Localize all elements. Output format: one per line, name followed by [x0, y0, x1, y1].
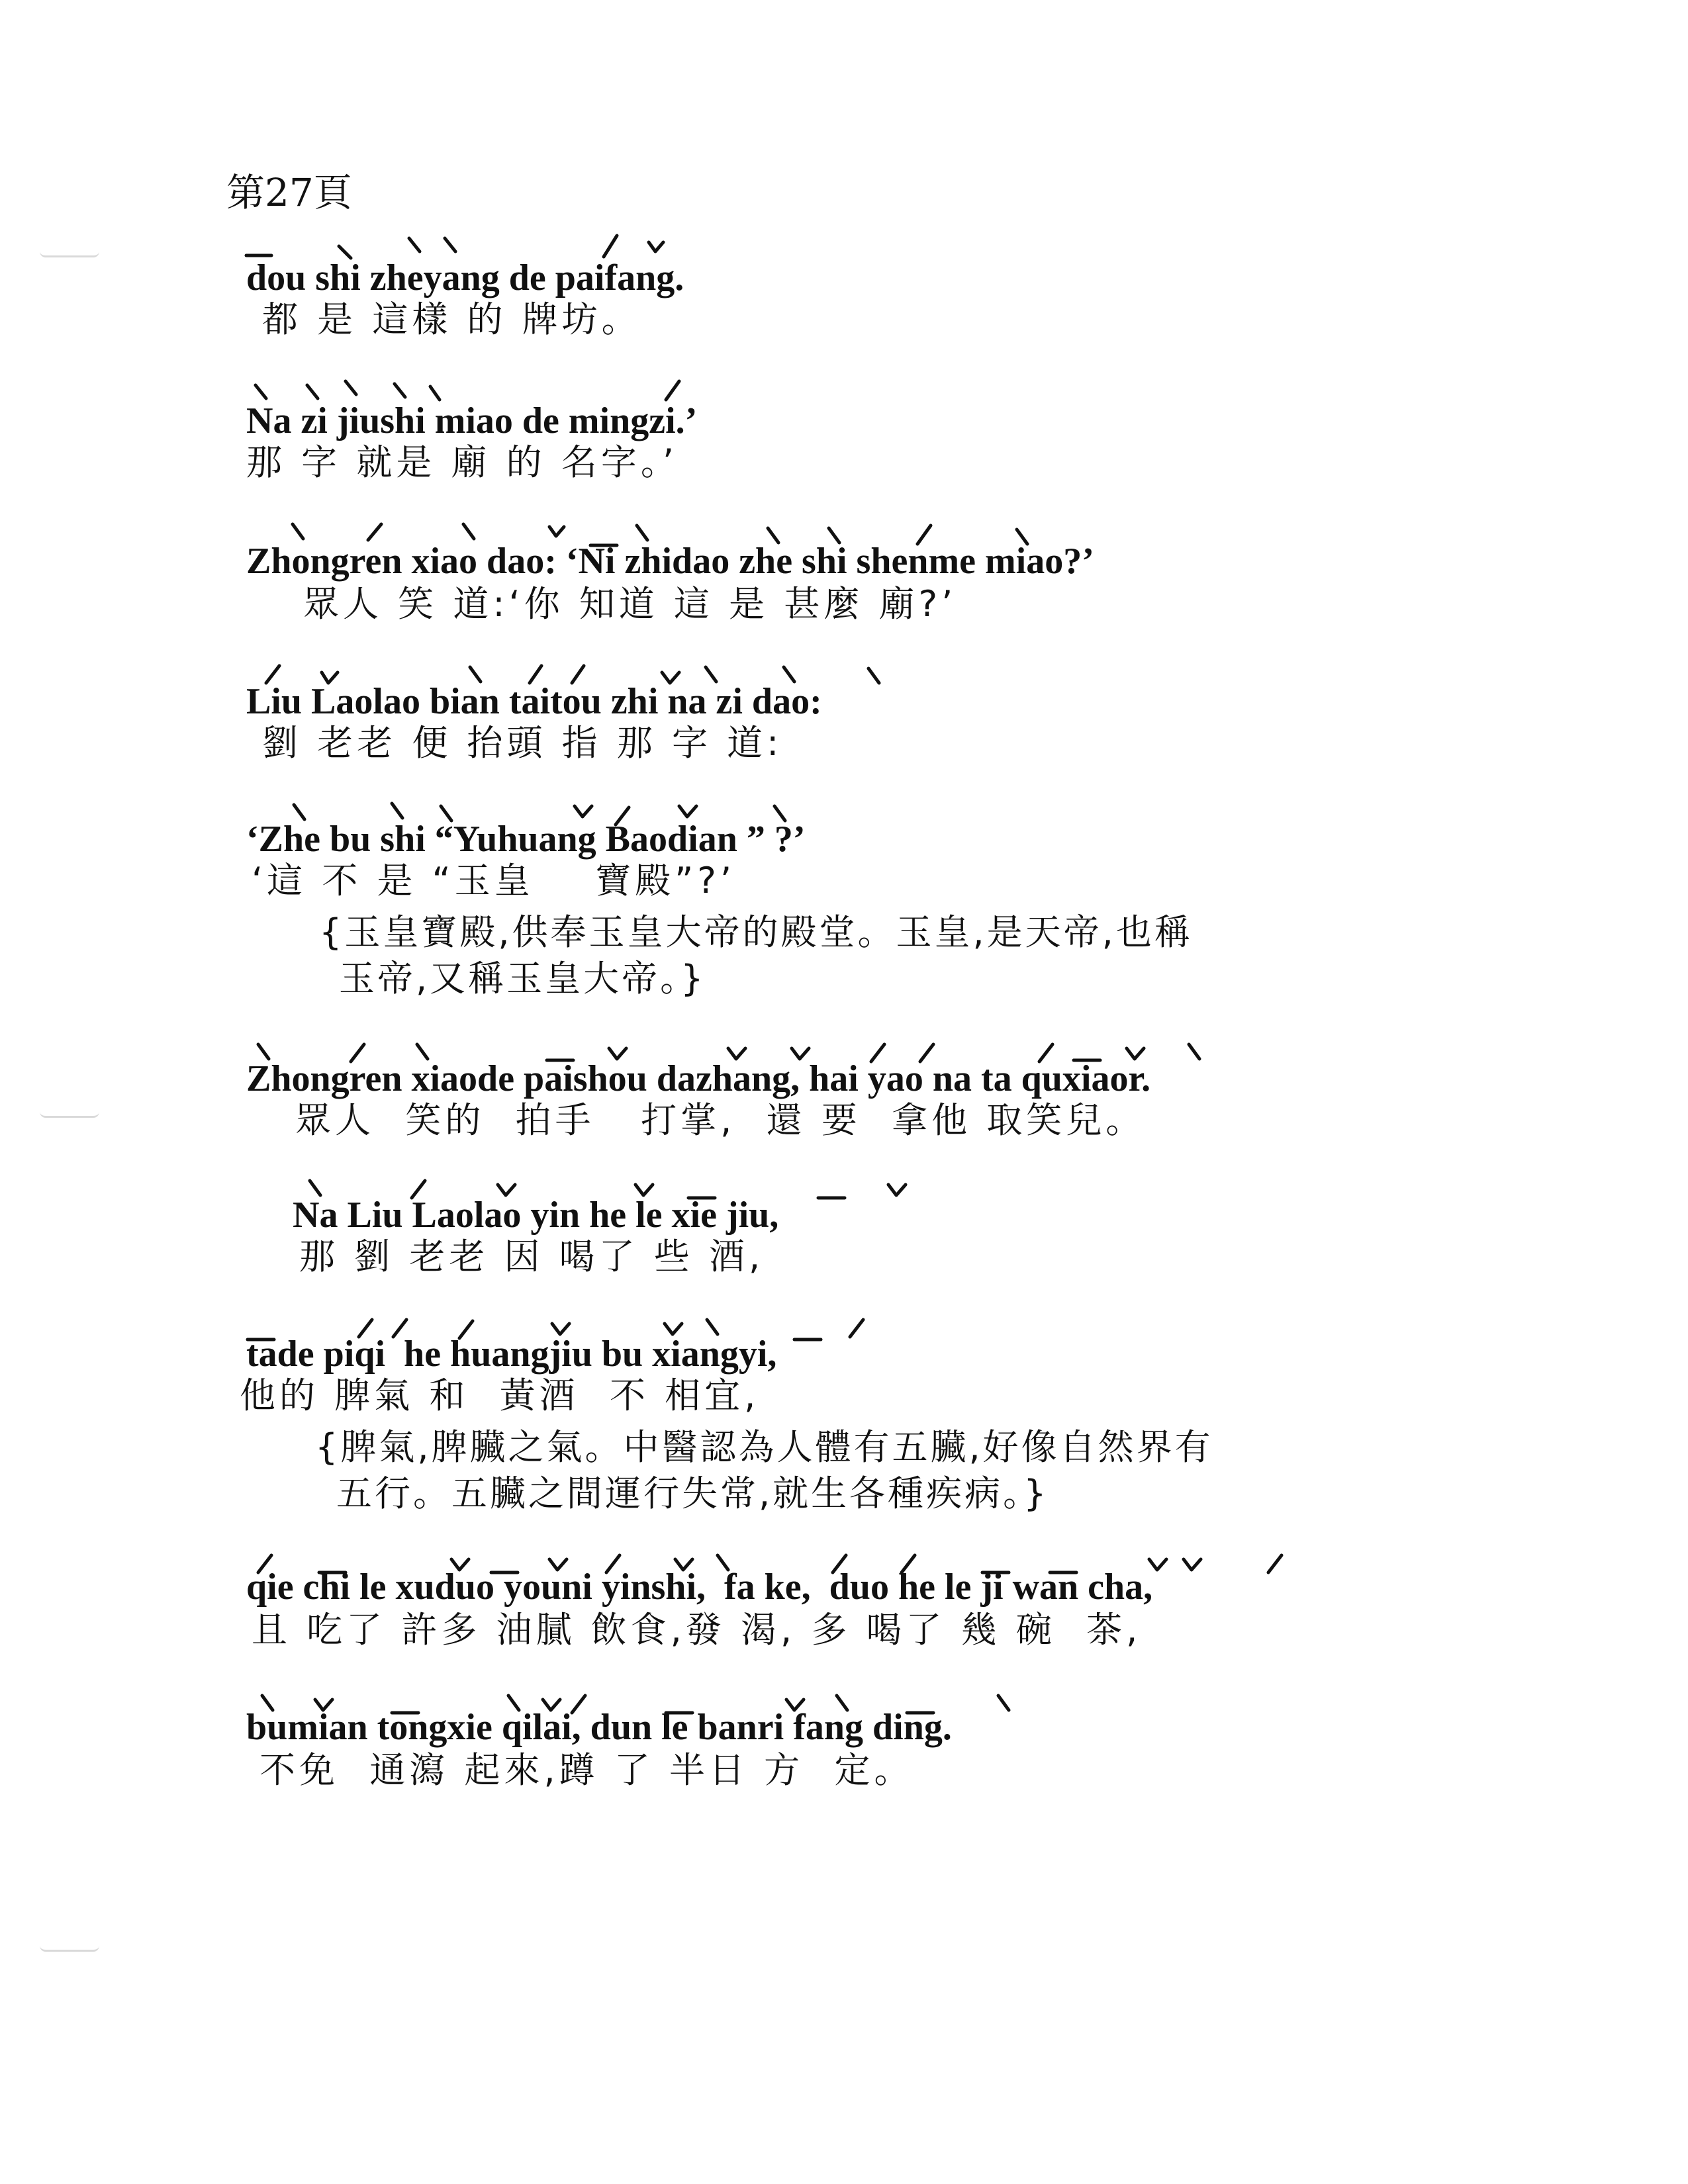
pinyin-line: Na zi jiushi miao de mingzi.’	[246, 400, 698, 441]
hanzi-line: 那 字 就是 廟 的 名字。’	[246, 441, 678, 483]
punch-hole-mark	[40, 1112, 99, 1118]
annotation-note-line: 五行。五臟之間運行失常,就生各種疾病。}	[336, 1473, 1049, 1514]
annotation-note-line: {玉皇寶殿,供奉玉皇大帝的殿堂。玉皇,是天帝,也稱	[319, 911, 1193, 953]
hanzi-line: 眾人 笑的 拍手 打掌, 還 要 拿他 取笑兒。	[295, 1099, 1146, 1141]
hanzi-line: 他的 脾氣 和 黃酒 不 相宜,	[240, 1375, 760, 1416]
page-number-heading: 第27頁	[226, 170, 352, 215]
pinyin-line: Zhongren xiao dao: ‘Ni zhidao zhe shi shenme miao?’	[246, 541, 1094, 582]
pinyin-line: dou shi zheyang de paifang.	[246, 257, 684, 298]
pinyin-line: qie chi le xuduo youni yinshi, fa ke, duo he le ji wan cha,	[246, 1567, 1153, 1608]
annotation-note-line: 玉帝,又稱玉皇大帝。}	[339, 958, 706, 999]
pinyin-line: tade piqi he huangjiu bu xiangyi,	[246, 1334, 777, 1375]
hanzi-line: ‘這 不 是 “玉皇 寶殿”?’	[252, 860, 736, 901]
pinyin-line: bumian tongxie qilai, dun le banri fang ding.	[246, 1707, 952, 1748]
punch-hole-mark	[40, 251, 99, 257]
pinyin-line: Zhongren xiaode paishou dazhang, hai yao na ta quxiaor.	[246, 1058, 1151, 1099]
pinyin-line: Na Liu Laolao yin he le xie jiu,	[293, 1195, 779, 1236]
annotation-note-line: {脾氣,脾臟之氣。中醫認為人體有五臟,好像自然界有	[315, 1426, 1213, 1468]
hanzi-line: 且 吃了 許多 油膩 飲食,發 渴, 多 喝了 幾 碗 茶,	[252, 1609, 1142, 1651]
hanzi-line: 劉 老老 便 抬頭 指 那 字 道:	[262, 722, 783, 764]
punch-hole-mark	[40, 1946, 99, 1952]
hanzi-line: 眾人 笑 道:‘你 知道 這 是 甚麼 廟?’	[303, 583, 957, 625]
hanzi-line: 都 是 這樣 的 牌坊。	[262, 298, 641, 340]
hanzi-line: 那 劉 老老 因 喝了 些 酒,	[299, 1236, 765, 1277]
pinyin-line: ‘Zhe bu shi “Yuhuang Baodian ” ?’	[246, 819, 806, 860]
pinyin-line: Liu Laolao bian taitou zhi na zi dao:	[246, 681, 822, 722]
hanzi-line: 不免 通瀉 起來,蹲 了 半日 方 定。	[259, 1749, 914, 1791]
